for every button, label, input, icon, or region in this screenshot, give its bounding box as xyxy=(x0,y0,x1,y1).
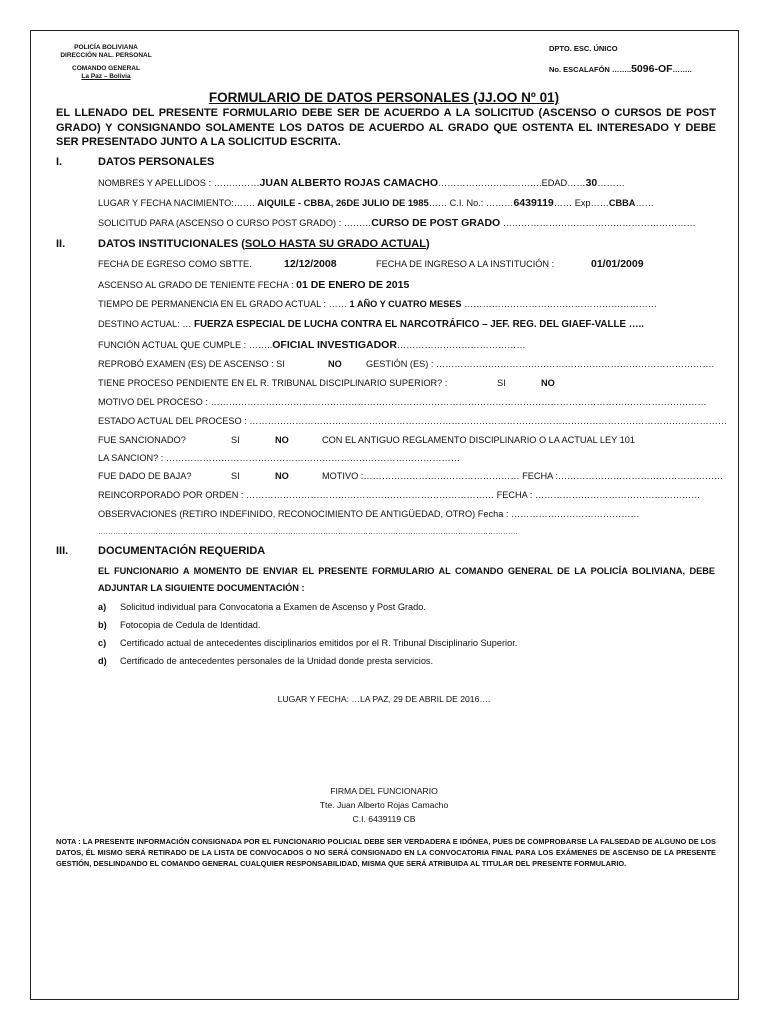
row-ascenso xyxy=(98,279,409,291)
destino-label: DESTINO ACTUAL: … xyxy=(98,319,192,329)
section-3-title: DOCUMENTACIÓN REQUERIDA xyxy=(98,545,266,557)
funcion-value: OFICIAL INVESTIGADOR xyxy=(272,339,397,351)
sancionado-si: SI xyxy=(231,435,240,445)
funcion-tail: …………………………………… xyxy=(396,340,526,350)
doc-item-letter: b) xyxy=(98,620,107,630)
section-1-number: I. xyxy=(56,156,63,168)
row-lugar-nacimiento xyxy=(98,197,654,209)
tiempo-tail: ……………………………………………………… xyxy=(464,299,658,309)
ci-label: …… C.I. No.: ……… xyxy=(428,198,514,208)
tiempo-label: TIEMPO DE PERMANENCIA EN EL GRADO ACTUAL : …… xyxy=(98,299,347,309)
escalafon-value: 5096-OF xyxy=(631,63,673,75)
doc-item-letter: c) xyxy=(98,638,107,648)
escalafon-label: No. ESCALAFÓN …….. xyxy=(549,65,632,74)
doc-item-letter: a) xyxy=(98,602,107,612)
doc-item-c xyxy=(98,638,517,648)
row-sancion: LA SANCION? : …………………………………………………………………………………… xyxy=(98,453,460,463)
section-1-title: DATOS PERSONALES xyxy=(98,156,215,168)
row-baja: FUE DADO DE BAJA? xyxy=(98,471,192,481)
proceso-no: NO xyxy=(541,378,555,388)
doc-item-b xyxy=(98,620,260,630)
row-observaciones: OBSERVACIONES (RETIRO INDEFINIDO, RECONOCIMIENTO DE ANTIGÜEDAD, OTRO) Fecha : …………………………………… xyxy=(98,509,640,519)
exp-label: …… Exp…… xyxy=(553,198,609,208)
lugar-label: LUGAR Y FECHA NACIMIENTO:……. xyxy=(98,198,255,208)
section-2-number: II. xyxy=(56,238,66,250)
row-estado-proceso: ESTADO ACTUAL DEL PROCESO : ………………………………………………………………………………………………………………………………………… xyxy=(98,416,728,426)
sancionado-no: NO xyxy=(275,435,289,445)
solicitud-value: CURSO DE POST GRADO xyxy=(371,217,501,229)
ci-value: 6439119 xyxy=(513,197,554,209)
section-2-title-b: SOLO HASTA SU GRADO ACTUAL xyxy=(244,238,426,250)
funcion-label: FUNCIÓN ACTUAL QUE CUMPLE : …….. xyxy=(98,340,273,350)
row-nombres xyxy=(98,177,625,189)
firma-label: FIRMA DEL FUNCIONARIO xyxy=(330,786,438,796)
header-escalafon xyxy=(549,63,692,75)
nombres-label: NOMBRES Y APELLIDOS : …………… xyxy=(98,178,260,188)
ingreso-label: FECHA DE INGRESO A LA INSTITUCIÓN : xyxy=(376,259,555,269)
solicitud-label: SOLICITUD PARA (ASCENSO O CURSO POST GRADO) : ……… xyxy=(98,218,372,228)
exp-value: CBBA xyxy=(608,198,636,208)
ingreso-value: 01/01/2009 xyxy=(591,258,644,270)
row-funcion xyxy=(98,339,526,351)
row-egreso xyxy=(98,259,252,269)
ingreso-value-wrap xyxy=(591,258,644,270)
lugar-fecha: LUGAR Y FECHA: …LA PAZ, 29 DE ABRIL DE 2016…. xyxy=(277,694,491,704)
section-2-title-c: ) xyxy=(425,238,430,250)
row-solicitud xyxy=(98,217,696,229)
form-title: FORMULARIO DE DATOS PERSONALES (JJ.OO Nº 01) xyxy=(208,90,560,105)
doc-item-a xyxy=(98,602,426,612)
proceso-label: TIENE PROCESO PENDIENTE EN EL R. TRIBUNAL DISCIPLINARIO SUPERIOR? : xyxy=(98,378,448,388)
solicitud-tail: ……………………………………………………… xyxy=(502,218,696,228)
row-destino xyxy=(98,319,644,330)
reprobo-label: REPROBÓ EXAMEN (ES) DE ASCENSO : SI xyxy=(98,359,285,369)
edad-tail: ……… xyxy=(597,178,625,188)
lugar-value: AIQUILE - CBBA, 26DE JULIO DE 1985 xyxy=(257,197,429,208)
header-line-3: COMANDO GENERAL xyxy=(72,64,140,72)
row-sancionado: FUE SANCIONADO? xyxy=(98,435,186,445)
escalafon-tail: …….. xyxy=(672,65,692,74)
doc-item-text: Fotocopia de Cedula de Identidad. xyxy=(120,620,261,630)
tiempo-value: 1 AÑO Y CUATRO MESES xyxy=(349,299,462,309)
ingreso-label-wrap xyxy=(376,259,554,269)
proceso-si: SI xyxy=(497,378,506,388)
intro-paragraph: EL LLENADO DEL PRESENTE FORMULARIO DEBE SER DE ACUERDO A LA SOLICITUD (ASCENSO O CURSOS DE POST GRADO) Y CONSIGNANDO SOLAMENTE LOS DATOS DE ACUERDO AL GRADO QUE OSTENTA EL INTERESADO Y DEBE SER PRESENTADO JUNTO A LA SOLICITUD ESCRITA. xyxy=(56,107,716,148)
doc-item-text: Solicitud individual para Convocatoria a Examen de Ascenso y Post Grado. xyxy=(120,602,426,612)
row-observaciones-line: …………………………………………………………………………………………………………………………………………………… xyxy=(98,527,518,536)
row-proceso xyxy=(98,378,447,388)
destino-value: FUERZA ESPECIAL DE LUCHA CONTRA EL NARCOTRÁFICO – JEF. REG. DEL GIAEF-VALLE ….. xyxy=(194,319,644,330)
edad-value: 30 xyxy=(585,177,598,189)
reprobo-no: NO xyxy=(328,359,342,369)
exp-tail: …… xyxy=(635,198,654,208)
doc-item-text: Certificado de antecedentes personales de la Unidad donde presta servicios. xyxy=(120,656,434,666)
gestion-label: GESTIÓN (ES) : ………………………………………………………………………………. xyxy=(366,359,715,369)
row-reprobo xyxy=(98,359,285,369)
row-motivo-proceso: MOTIVO DEL PROCESO : ……………………………………………………………………………………………………………………………………………… xyxy=(98,397,707,407)
row-reincorporado: REINCORPORADO POR ORDEN : ……………………………………………………………………… FECHA : ……………………………………………… xyxy=(98,490,701,500)
section-3-intro: EL FUNCIONARIO A MOMENTO DE ENVIAR EL PRESENTE FORMULARIO AL COMANDO GENERAL DE LA POLICÍA BOLIVIANA, DEBE ADJUNTAR LA SIGUIENTE DOCUMENTACIÓN : xyxy=(98,566,715,593)
doc-item-letter: d) xyxy=(98,656,107,666)
firma-nombre: Tte. Juan Alberto Rojas Camacho xyxy=(319,800,449,810)
ascenso-label: ASCENSO AL GRADO DE TENIENTE FECHA : xyxy=(98,280,294,290)
nombres-value: JUAN ALBERTO ROJAS CAMACHO xyxy=(259,177,439,189)
baja-motivo: MOTIVO :…………………………………………… FECHA :……………………………………………… xyxy=(322,471,724,481)
header-line-1: POLICÍA BOLIVIANA xyxy=(74,44,138,51)
doc-item-d xyxy=(98,656,433,666)
section-2-title xyxy=(98,238,430,250)
nombres-dots: …………………………….EDAD…… xyxy=(438,178,586,188)
section-3-number: III. xyxy=(56,545,69,557)
egreso-label: FECHA DE EGRESO COMO SBTTE. xyxy=(98,259,252,269)
ascenso-value: 01 DE ENERO DE 2015 xyxy=(296,279,410,291)
doc-item-text: Certificado actual de antecedentes disciplinarios emitidos por el R. Tribunal Disciplinario Superior. xyxy=(120,638,518,648)
section-2-title-a: DATOS INSTITUCIONALES ( xyxy=(98,238,245,250)
sancionado-text: CON EL ANTIGUO REGLAMENTO DISCIPLINARIO O LA ACTUAL LEY 101 xyxy=(322,435,635,445)
egreso-value-wrap xyxy=(284,258,337,270)
header-dept: DPTO. ESC. ÚNICO xyxy=(549,44,618,53)
header-line-2: DIRECCIÓN NAL. PERSONAL xyxy=(60,52,152,60)
header-line-4: La Paz – Bolivia xyxy=(81,72,131,80)
nota-paragraph: NOTA : LA PRESENTE INFORMACIÓN CONSIGNADA POR EL FUNCIONARIO POLICIAL DEBE SER VERDADERA E IDÓNEA, PUES DE COMPROBARSE LA FALSEDAD DE ALGUNO DE LOS DATOS, ÉL MISMO SERÁ RETIRADO DE LA LISTA DE CONVOCADOS O NO SERÁ CONSIGNADO EN LA CONVOCATORIA FINAL PARA LOS EXÁMENES DE ASCENSO DE LA PRESENTE GESTIÓN, DESLINDANDO EL COMANDO GENERAL CUALQUIER RESPONSABILIDAD, MISMA QUE SERÁ ATRIBUIDA AL TITULAR DEL PRESENTE FORMULARIO. xyxy=(56,837,716,868)
baja-si: SI xyxy=(231,471,240,481)
header-institution xyxy=(56,44,156,81)
egreso-value: 12/12/2008 xyxy=(284,258,337,270)
row-tiempo xyxy=(98,299,657,309)
firma-ci: C.I. 6439119 CB xyxy=(352,814,416,824)
baja-no: NO xyxy=(275,471,289,481)
